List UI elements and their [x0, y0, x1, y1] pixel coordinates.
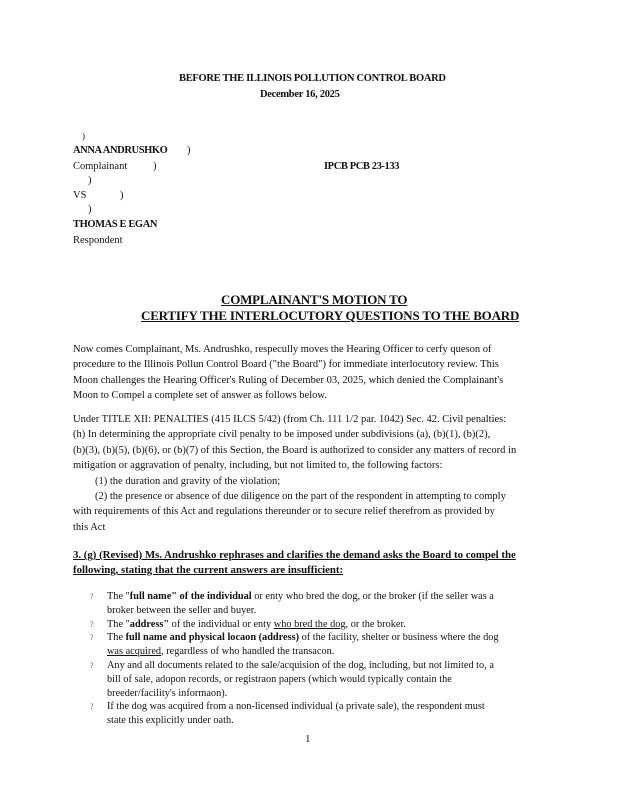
request-text: The "	[107, 591, 130, 602]
bullet-icon: ?	[90, 592, 94, 601]
versus-label: VS	[73, 190, 87, 201]
respondent-label: Respondent	[73, 235, 123, 246]
statute-line: this Act	[73, 521, 106, 533]
request-text: of the individual or enty	[169, 618, 274, 630]
statute-factor-1: (1) the duration and gravity of the violation;	[95, 475, 281, 487]
statute-line: (h) In determining the appropriate civil penalty to be imposed under subdivisions (a), (b)(1), (b)(2),	[73, 429, 491, 441]
list-item	[90, 631, 550, 659]
bullet-icon: ?	[90, 702, 94, 712]
intro-paragraph	[73, 342, 563, 404]
request-text: of the facility, shelter or business where the dog	[299, 632, 499, 644]
request-emphasis: address"	[129, 618, 170, 630]
request-text: bill of sale, adopon records, or registraon papers (which would typically contain the	[107, 673, 452, 685]
complainant-name: ANNA ANDRUSHKO	[73, 145, 168, 156]
bullet-icon: ?	[90, 619, 94, 629]
request-text: , or the broker.	[345, 618, 406, 630]
section3-heading	[73, 549, 516, 561]
complainant-label: Complainant	[73, 161, 128, 172]
bullet-icon: ?	[90, 633, 94, 643]
request-text: Any and all documents related to the sale/acquision of the dog, including, but not limited to, a	[107, 659, 494, 671]
request-emphasis: full name and physical locaon (address)	[125, 632, 300, 644]
case-number: IPCB PCB 23-133	[324, 161, 400, 172]
request-underlined: who bred the dog	[273, 618, 346, 630]
request-text: breeder/facility's informaon).	[107, 687, 228, 699]
list-item	[90, 590, 550, 618]
request-emphasis: full name" of the individual	[129, 591, 252, 602]
statute-factor-2: (2) the presence or absence of due diligence on the part of the respondent in attempting to comply	[95, 491, 506, 503]
caption-paren: )	[120, 190, 124, 201]
request-text: The	[107, 632, 126, 644]
statute-paragraph	[73, 412, 563, 535]
request-text: broker between the seller and buyer.	[107, 604, 257, 616]
bullet-icon: ?	[90, 660, 94, 670]
request-text: If the dog was acquired from a non-licensed individual (a private sale), the respondent must	[107, 701, 485, 713]
list-item	[90, 700, 550, 728]
respondent-name: THOMAS E EGAN	[73, 219, 158, 230]
request-text: , regardless of who handled the transacon.	[161, 646, 335, 658]
document-date: December 16, 2025	[260, 89, 340, 100]
intro-line: Moon to Compel a complete set of answer as follows below.	[73, 390, 327, 402]
list-item	[90, 618, 550, 632]
section3-heading-cont	[73, 564, 343, 576]
court-heading: BEFORE THE ILLINOIS POLLUTION CONTROL BOARD	[179, 73, 446, 84]
caption-paren: )	[187, 145, 191, 156]
statute-line: Under TITLE XII: PENALTIES (415 ILCS 5/42) (from Ch. 111 1/2 par. 1042) Sec. 42. Civil penalties:	[73, 414, 507, 425]
request-text: state this explicitly under oath.	[107, 715, 234, 727]
intro-line: Moon challenges the Hearing Officer's Ruling of December 03, 2025, which denied the Complainant's	[73, 374, 504, 386]
motion-title-line1: COMPLAINANT'S MOTION TO	[221, 292, 408, 307]
section3-line1: 3. (g) (Revised) Ms. Andrushko rephrases and clarifies the demand asks the Board to compel the	[73, 549, 516, 561]
statute-line: mitigation or aggravation of penalty, including, but not limited to, the following factors:	[73, 460, 443, 472]
section3-line2: following, stating that the current answers are insufficient:	[73, 564, 344, 576]
intro-line: procedure to the Illinois Pollun Control Board ("the Board") for immediate interlocutory review. This	[73, 359, 499, 371]
statute-line: with requirements of this Act and regulations thereunder or to secure relief therefrom as provided by	[73, 506, 495, 518]
request-underlined: was acquired	[107, 646, 162, 658]
request-text: The "	[107, 618, 130, 630]
intro-line: Now comes Complainant, Ms. Andrushko, respecully moves the Hearing Officer to cerfy queson of	[73, 344, 492, 355]
caption-paren: )	[88, 204, 92, 215]
statute-line: (b)(3), (b)(5), (b)(6), or (b)(7) of this Section, the Board is authorized to consider any matters of record in	[73, 444, 517, 456]
request-text: or enty who bred the dog, or the broker (if the seller was a	[251, 591, 494, 602]
page-number: 1	[305, 733, 311, 745]
list-item	[90, 659, 550, 700]
requests-list	[90, 590, 550, 728]
caption-paren: )	[88, 175, 92, 186]
caption-paren: )	[82, 131, 85, 141]
motion-title-line2: CERTIFY THE INTERLOCUTORY QUESTIONS TO THE BOARD	[141, 308, 520, 323]
caption-paren: )	[153, 161, 157, 172]
